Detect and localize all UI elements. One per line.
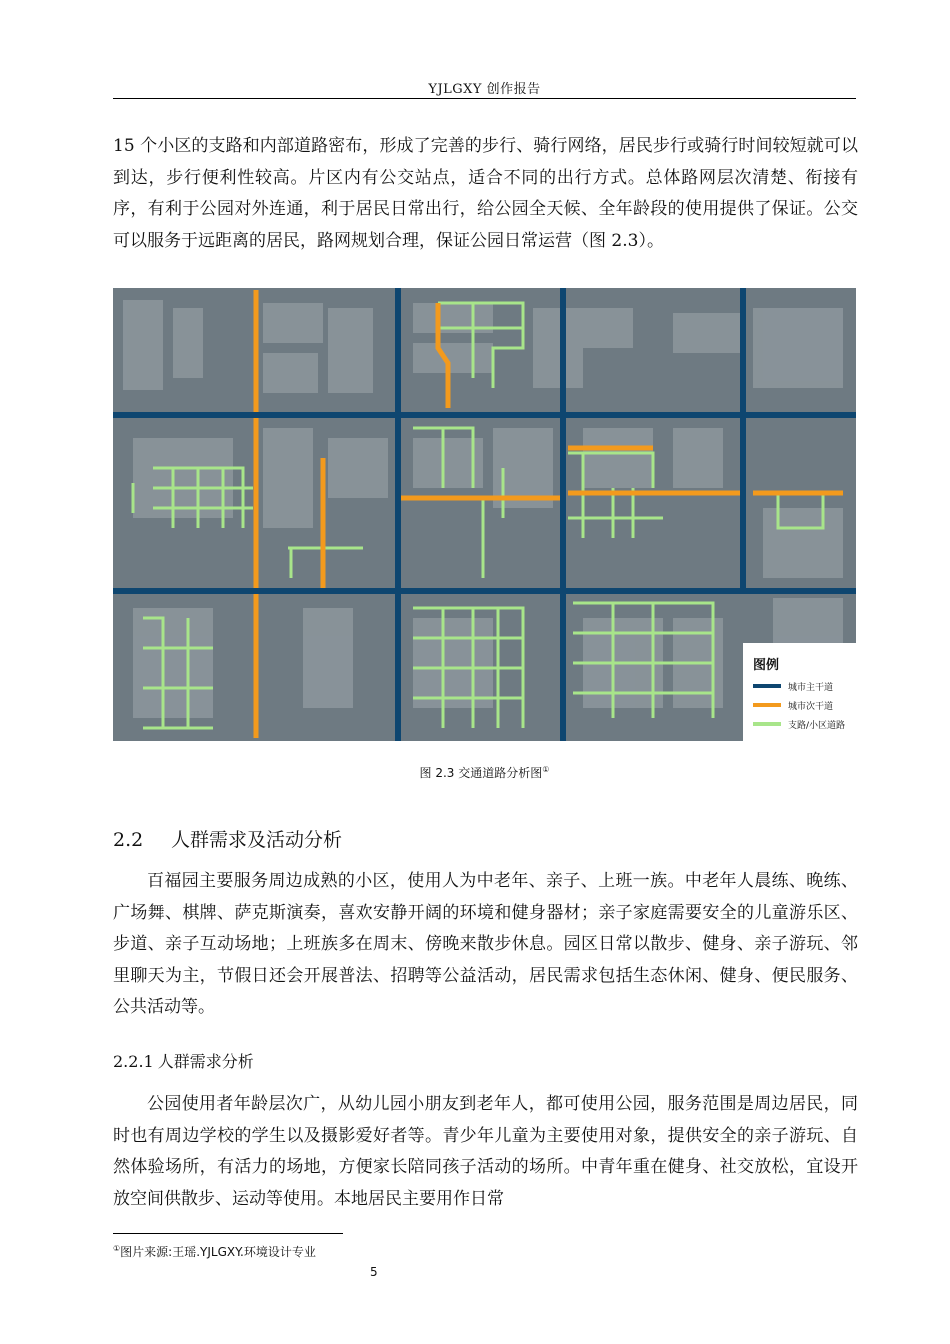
section-title: 人群需求及活动分析	[171, 829, 343, 851]
caption-text: 图 2.3 交通道路分析图	[419, 766, 543, 780]
legend-label-branch: 支路/小区道路	[788, 721, 846, 731]
subsection-number: 2.2.1	[113, 1052, 154, 1071]
footnote-mark: ①	[113, 1244, 121, 1253]
figure-caption	[113, 764, 856, 781]
footnote-text: 图片来源:王瑶.YJLGXY.环境设计专业	[120, 1245, 316, 1259]
footnote-rule	[113, 1233, 343, 1234]
footnote	[113, 1243, 316, 1260]
section-number: 2.2	[113, 829, 144, 851]
paragraph-crowd-needs: 百福园主要服务周边成熟的小区，使用人为中老年、亲子、上班一族。中老年人晨练、晚练、广场舞、棋牌、萨克斯演奏，喜欢安静开阔的环境和健身器材；亲子家庭需要安全的儿童游乐区、步道、亲子互动场地；上班族多在周末、傍晚来散步休息。园区日常以散步、健身、亲子游玩、邻里聊天为主，节假日还会开展普法、招聘等公益活动，居民需求包括生态休闲、健身、便民服务、公共活动等。	[113, 871, 858, 1017]
section-heading	[113, 825, 342, 852]
legend-label-secondary: 城市次干道	[788, 702, 834, 712]
header-rule	[113, 98, 856, 99]
paragraph-user-analysis: 公园使用者年龄层次广，从幼儿园小朋友到老年人，都可使用公园，服务范围是周边居民，同时也有周边学校的学生以及摄影爱好者等。青少年儿童为主要使用对象，提供安全的亲子游玩、自然体验场所，有活力的场地，方便家长陪同孩子活动的场所。中青年重在健身、社交放松，宜设开放空间供散步、运动等使用。本地居民主要用作日常	[113, 1094, 858, 1209]
running-header: YJLGXY 创作报告	[428, 82, 541, 97]
caption-footnote-mark: ①	[542, 765, 550, 774]
map-legend	[743, 643, 856, 741]
legend-label-main: 城市主干道	[788, 683, 834, 693]
paragraph-road-network: 15 个小区的支路和内部道路密布，形成了完善的步行、骑行网络，居民步行或骑行时间较短就可以到达，步行便利性较高。片区内有公交站点，适合不同的出行方式。总体路网层次清楚、衔接有序，有利于公园对外连通，利于居民日常出行，给公园全天候、全年龄段的使用提供了保证。公交可以服务于远距离的居民，路网规划合理，保证公园日常运营（图 2.3）。	[113, 136, 858, 251]
subsection-heading	[113, 1049, 254, 1072]
subsection-title: 人群需求分析	[157, 1052, 254, 1071]
legend-title: 图例	[753, 658, 780, 673]
traffic-road-map	[113, 288, 856, 741]
page-number: 5	[370, 1265, 378, 1279]
